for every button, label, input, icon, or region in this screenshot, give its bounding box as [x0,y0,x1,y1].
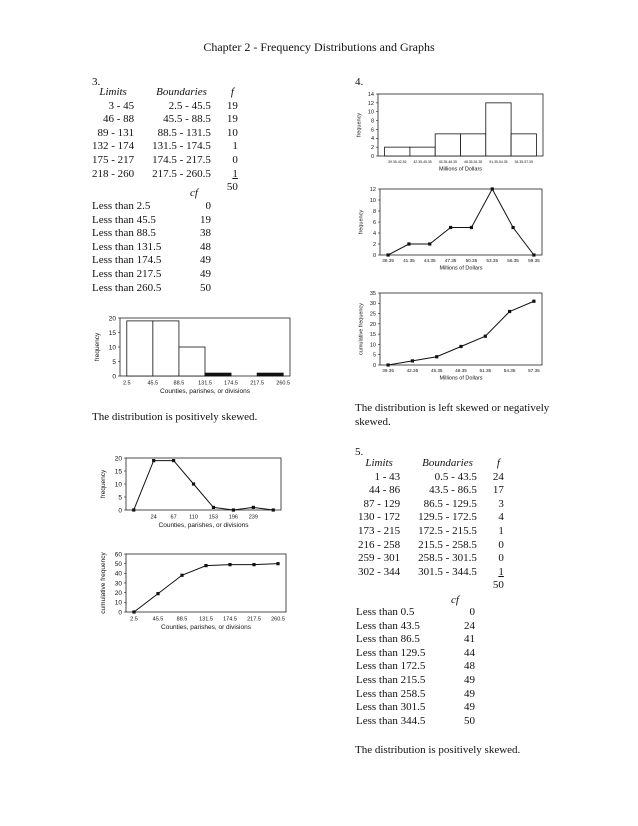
exercise-5-number: 5. [355,446,364,458]
x-axis-label: Millions of Dollars [439,265,483,272]
x-tick-label: 53.35 [486,258,499,264]
x-tick-label: 50.35 [465,258,478,264]
data-point [511,226,514,229]
limits-cell: 130 - 172 [358,511,401,524]
x-tick-label: 131.5 [198,380,212,387]
cf-header: cf [190,187,198,199]
cf-row [354,606,477,620]
table-row [88,127,242,141]
y-tick-label: 4 [372,230,376,237]
cf-label: Less than 129.5 [356,646,426,659]
y-tick-label: 60 [114,551,122,559]
x-tick-label: 239 [248,514,258,521]
cf-label: Less than 260.5 [92,281,162,294]
cf-value: 49 [200,254,211,267]
data-point [470,226,473,229]
data-point [156,592,159,595]
limits-header: Limits [365,457,393,469]
limits-cell: 3 - 45 [108,99,135,112]
y-tick-label: 10 [114,481,122,489]
cf-row [354,647,477,661]
data-point [228,563,231,566]
histogram-bar [461,134,486,156]
data-point [132,610,135,613]
cf-row [90,227,213,241]
data-point [132,508,135,511]
y-tick-label: 0 [118,609,122,617]
frequency-cell: 1 [498,565,504,578]
data-point [532,253,535,256]
x-tick-label: 45.5 [152,616,164,623]
x-tick-label: 2.5 [122,380,131,387]
exercise-3-number: 3. [92,76,101,88]
frequency-cell: 19 [226,99,238,112]
cf-value: 0 [205,200,211,212]
x-tick-label: 45.35-48.35 [438,160,457,165]
cf-label: Less than 43.5 [356,619,420,632]
table-row [354,525,508,539]
exercise-5-cumulative-table [354,606,477,728]
y-tick-label: 0 [118,507,122,515]
table-row [354,552,508,566]
y-tick-label: 5 [112,358,116,366]
limits-cell: 259 - 301 [358,552,401,565]
plot-area-border [126,458,281,510]
series-line [134,564,278,612]
boundaries-header: Boundaries [422,457,473,469]
limits-cell: 1 - 43 [374,470,401,483]
x-axis-label: Counties, parishes, or divisions [160,387,250,395]
table-row [88,113,242,127]
data-point [407,242,410,245]
x-tick-label: 217.5 [250,380,265,387]
boundaries-cell: 129.5 - 172.5 [418,511,477,524]
y-tick-label: 0 [372,362,376,369]
y-tick-label: 14 [367,91,374,98]
y-tick-label: 15 [114,468,122,476]
y-tick-label: 2 [370,145,374,152]
series-line [134,461,274,510]
cf-value: 50 [464,714,475,727]
histogram-bar [410,147,435,156]
x-tick-label: 24 [150,514,157,521]
x-tick-label: 153 [208,514,219,521]
y-tick-label: 35 [369,290,376,297]
boundaries-cell: 131.5 - 174.5 [152,140,211,153]
limits-cell: 175 - 217 [92,153,135,166]
y-tick-label: 50 [114,560,122,568]
x-tick-label: 260.5 [276,380,291,387]
boundaries-header: Boundaries [156,86,207,98]
x-tick-label: 42.35 [406,368,419,374]
cf-label: Less than 131.5 [92,240,162,253]
limits-cell: 132 - 174 [92,140,135,153]
cf-label: Less than 217.5 [92,267,162,280]
exercise-4-conclusion: The distribution is left skewed or negatively skewed. [355,402,550,428]
data-point [449,226,452,229]
frequency-cell: 0 [498,552,504,565]
data-point [435,355,438,358]
exercise-3-frequency-polygon [96,452,286,534]
limits-cell: 89 - 131 [97,126,135,139]
x-tick-label: 2.5 [130,616,138,623]
y-tick-label: 10 [108,344,116,352]
data-point [252,506,255,509]
cf-row [354,660,477,674]
boundaries-cell: 174.5 - 217.5 [152,153,211,166]
table-row [354,511,508,525]
frequency-cell: 1 [498,524,504,537]
frequency-cell: 24 [492,470,504,483]
cf-row [90,254,213,268]
cf-value: 0 [469,606,475,618]
data-point [411,359,414,362]
table-row [354,471,508,485]
data-point [204,564,207,567]
frequency-cell: 17 [492,484,504,497]
x-axis-label: Millions of Dollars [439,375,483,382]
data-point [491,187,494,190]
cf-value: 24 [464,619,475,632]
histogram-bar [385,147,410,156]
table-row [88,140,242,154]
cf-value: 50 [200,281,211,294]
y-tick-label: 6 [370,127,374,134]
x-tick-label: 174.5 [223,616,237,623]
x-tick-label: 174.5 [224,380,238,387]
boundaries-cell: 301.5 - 344.5 [418,565,477,578]
table-row [354,484,508,498]
x-tick-label: 44.35 [423,258,436,264]
x-tick-label: 39.35 [382,368,394,374]
y-tick-label: 0 [372,252,376,259]
x-tick-label: 39.35-42.35 [388,160,407,165]
limits-cell: 302 - 344 [358,565,401,578]
frequency-header: f [496,457,500,469]
cf-label: Less than 215.5 [356,673,426,686]
data-point [172,459,175,462]
table-row [88,154,242,168]
y-tick-label: 12 [367,100,374,107]
x-tick-label: 38.35 [382,258,394,264]
boundaries-cell: 2.5 - 45.5 [168,99,211,112]
x-tick-label: 54.35-57.35 [514,160,533,165]
cf-value: 49 [464,687,475,700]
data-point [387,363,390,366]
x-tick-label: 54.35 [503,368,516,374]
y-tick-label: 4 [370,136,374,143]
cf-row [354,620,477,634]
cf-label: Less than 344.5 [356,714,426,727]
boundaries-cell: 217.5 - 260.5 [152,167,211,180]
y-axis-label: cumulative frequency [100,552,108,614]
data-point [532,300,535,303]
page-title: Chapter 2 - Frequency Distributions and Graphs [203,40,435,54]
frequency-cell: 3 [498,497,504,510]
y-tick-label: 20 [114,455,122,463]
data-point [508,310,511,313]
x-tick-label: 45.35 [430,368,443,374]
y-tick-label: 6 [372,219,376,226]
exercise-5-conclusion: The distribution is positively skewed. [355,744,521,756]
limits-cell: 218 - 260 [92,167,135,180]
y-tick-label: 12 [369,186,376,193]
cf-value: 19 [200,213,211,226]
boundaries-cell: 43.5 - 86.5 [429,484,477,497]
boundaries-cell: 86.5 - 129.5 [423,497,477,510]
frequency-total: 50 [226,181,238,194]
y-tick-label: 0 [370,153,374,160]
data-point [276,562,279,565]
cf-value: 49 [464,701,475,714]
data-point [252,563,255,566]
y-tick-label: 20 [114,589,122,597]
exercise-4-ogive [358,287,548,387]
x-tick-label: 41.35 [403,258,415,264]
data-point [212,506,215,509]
cf-label: Less than 301.5 [356,701,426,714]
y-tick-label: 15 [108,329,116,337]
histogram-bar [435,134,460,156]
x-axis-label: Counties, parishes, or divisions [161,623,251,631]
y-tick-label: 20 [369,321,376,328]
frequency-cell: 4 [498,511,504,524]
limits-cell: 173 - 215 [358,524,401,537]
frequency-cell: 1 [232,140,238,153]
histogram-bar [486,103,511,156]
plot-area-border [380,189,542,255]
y-axis-label: cumulative frequency [358,303,365,355]
cf-value: 49 [200,267,211,280]
table-row [88,100,242,114]
x-tick-label: 51.35 [479,368,492,374]
data-point [180,574,183,577]
y-tick-label: 20 [108,315,116,323]
frequency-cell: 10 [226,126,238,139]
plot-area-border [380,293,542,365]
data-point [232,508,235,511]
exercise-3-frequency-table [88,86,242,195]
x-axis-label: Counties, parishes, or divisions [158,521,249,529]
exercise-3-conclusion: The distribution is positively skewed. [92,411,258,423]
x-tick-label: 42.35-45.35 [413,160,432,165]
cf-value: 38 [200,227,211,240]
y-tick-label: 10 [369,342,376,349]
limits-cell: 216 - 258 [358,538,401,551]
cf-label: Less than 45.5 [92,213,156,226]
exercise-5-frequency-table [354,457,508,593]
y-tick-label: 10 [369,197,376,204]
histogram-bar [257,373,283,376]
frequency-total: 50 [492,579,504,592]
table-row [354,498,508,512]
y-axis-label: frequency [358,209,365,235]
x-tick-label: 56.35 [507,258,519,264]
x-tick-label: 47.35 [444,258,457,264]
x-tick-label: 57.35 [528,368,540,374]
x-tick-label: 48.35 [455,368,467,374]
data-point [484,335,487,338]
histogram-bar [205,373,231,376]
y-tick-label: 10 [114,599,122,607]
histogram-bar [179,347,205,376]
y-tick-label: 8 [370,118,374,125]
x-tick-label: 67 [170,514,177,521]
histogram-bar [127,321,153,376]
frequency-cell: 19 [226,113,238,126]
exercise-3-ogive [96,548,296,638]
cf-row [354,688,477,702]
exercise-4-histogram [358,88,548,176]
cf-label: Less than 258.5 [356,687,426,700]
cf-row [90,241,213,255]
y-axis-label: frequency [100,469,108,499]
data-point [192,482,195,485]
y-tick-label: 8 [372,208,376,215]
cf-row [90,282,213,296]
x-axis-label: Millions of Dollars [438,166,483,173]
y-axis-label: frequency [356,112,363,138]
x-tick-label: 48.35-51.35 [464,160,483,165]
cf-row [354,701,477,715]
x-tick-label: 59.35 [528,258,540,264]
cf-row [90,200,213,214]
cf-row [354,715,477,729]
y-tick-label: 30 [114,580,122,588]
cf-row [90,214,213,228]
cf-label: Less than 172.5 [356,660,426,673]
cf-label: Less than 86.5 [356,633,420,646]
cf-row [90,268,213,282]
x-tick-label: 45.5 [147,380,159,387]
x-tick-label: 131.5 [199,616,213,623]
data-point [152,459,155,462]
cf-label: Less than 2.5 [92,200,151,212]
x-tick-label: 88.5 [176,616,188,623]
y-tick-label: 25 [369,311,376,318]
exercise-4-frequency-polygon [358,183,548,283]
cf-value: 48 [200,240,211,253]
frequency-cell: 0 [232,153,238,166]
limits-cell: 87 - 129 [363,497,401,510]
frequency-cell: 1 [232,167,238,180]
y-axis-label: frequency [94,332,102,362]
frequency-cell: 0 [498,538,504,551]
histogram-bar [511,134,536,156]
boundaries-cell: 88.5 - 131.5 [157,126,211,139]
x-tick-label: 217.5 [247,616,261,623]
data-point [387,253,390,256]
exercise-3-histogram [90,310,295,400]
table-row [88,168,242,182]
boundaries-cell: 215.5 - 258.5 [418,538,477,551]
cf-row [354,633,477,647]
cf-header: cf [451,594,459,606]
cf-label: Less than 0.5 [356,606,415,618]
cf-value: 48 [464,660,475,673]
cf-label: Less than 88.5 [92,227,156,240]
cf-value: 41 [464,633,475,646]
y-tick-label: 10 [367,109,374,116]
x-tick-label: 110 [189,514,198,521]
x-tick-label: 51.35-54.35 [489,160,508,165]
frequency-header: f [230,86,234,98]
boundaries-cell: 45.5 - 88.5 [163,113,211,126]
y-tick-label: 0 [112,373,116,381]
y-tick-label: 2 [372,241,376,248]
limits-cell: 44 - 86 [369,484,401,497]
data-point [459,345,462,348]
cf-label: Less than 174.5 [92,254,162,267]
y-tick-label: 40 [114,570,122,578]
data-point [428,242,431,245]
y-tick-label: 5 [372,352,376,359]
limits-header: Limits [99,86,127,98]
y-tick-label: 15 [369,332,376,339]
y-tick-label: 5 [118,494,122,502]
boundaries-cell: 172.5 - 215.5 [418,524,477,537]
plot-area-border [126,554,286,612]
table-row [354,539,508,553]
series-line [388,301,534,365]
table-row [354,566,508,580]
limits-cell: 46 - 88 [103,113,135,126]
x-tick-label: 260.5 [271,616,285,623]
cf-value: 44 [464,646,475,659]
x-tick-label: 88.5 [173,380,185,387]
data-point [272,508,275,511]
cf-row [354,674,477,688]
x-tick-label: 196 [228,514,238,521]
boundaries-cell: 258.5 - 301.5 [418,552,477,565]
y-tick-label: 30 [369,301,376,308]
exercise-4-number: 4. [355,76,364,88]
exercise-3-cumulative-table [90,200,213,295]
cf-value: 49 [464,673,475,686]
boundaries-cell: 0.5 - 43.5 [434,470,477,483]
histogram-bar [153,321,179,376]
